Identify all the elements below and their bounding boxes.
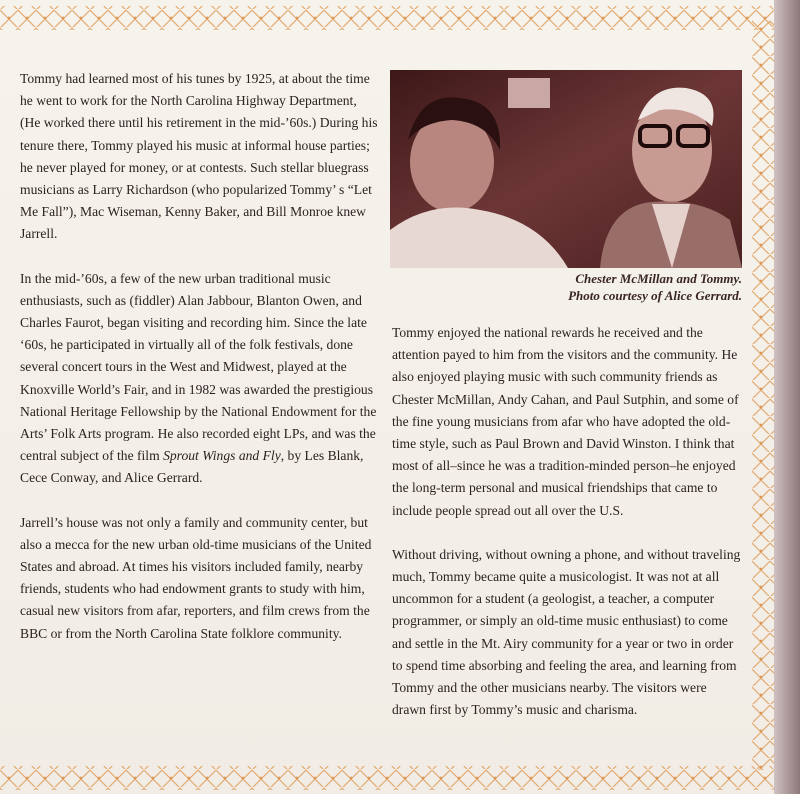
decorative-border-bottom bbox=[0, 766, 800, 790]
paragraph-mid-60s-end: , by Les Blank, Cece Conway, and Alice Gerrard. bbox=[20, 448, 364, 486]
photo-caption bbox=[392, 270, 742, 304]
decorative-border-top bbox=[0, 6, 800, 30]
paragraph-musicologist: Without driving, without owning a phone, and without traveling much, Tommy became quite a musicologist. It was not at all uncommon for a student (a geologist, a teacher, a computer programmer, or simply an old-time music enthusiast) to come and settle in the Mt. Airy community for a year or two in order to spend time absorbing and feeling the area, and learning from Tommy and the other musicians nearby. The visitors were drawn first by Tommy’s music and charisma. bbox=[392, 546, 741, 718]
paragraph-jarrells-house: Jarrell’s house was not only a family and community center, but also a mecca for the new urban old-time musicians of the United States and abroad. At times his visitors included family, nearby friends, students who had endowment grants to study with him, casual new visitors from afar, reporters, and film crews from the BBC or from the North Carolina State folklore community. bbox=[20, 514, 372, 641]
paragraph-mid-60s-text: In the mid-’60s, a few of the new urban traditional music enthusiasts, such as (fiddler) Alan Jabbour, Blanton Owen, and Charles Faurot, began visiting and recording him. Since the late ‘60s, he participated in virtually all of the folk festivals, done several concert tours in the West and Midwest, played at the Knoxville World’s Fair, and in 1982 was awarded the prestigious National Heritage Fellowship by the National Endowment for the Arts’ Folk Arts program. He also recorded eight LPs, and was the central subject of the film bbox=[20, 270, 377, 464]
photo-illustration bbox=[390, 70, 742, 268]
paragraph-mid-60s bbox=[20, 268, 378, 490]
paragraph-national-rewards: Tommy enjoyed the national rewards he received and the attention payed to him from the visitors and the community. He also enjoyed playing music with such community friends as Chester McMillan, Andy Cahan, and Paul Sutphin, and some of the fine young musicians from afar who have adopted the old-time style, such as Paul Brown and David Winston. I think that most of all–since he was a tradition-minded person–he enjoyed the long-term personal and musical friendships that came to include people spread out all over the U.S. bbox=[392, 325, 739, 518]
film-title: Sprout Wings and Fly bbox=[163, 448, 281, 464]
right-text-column bbox=[392, 322, 742, 743]
photo-chester-and-tommy bbox=[390, 70, 742, 268]
booklet-spine bbox=[774, 0, 800, 794]
wall-sign bbox=[508, 78, 550, 108]
caption-line-2: Photo courtesy of Alice Gerrard. bbox=[568, 288, 742, 303]
caption-line-1: Chester McMillan and Tommy. bbox=[575, 271, 742, 286]
paragraph-tunes-1925: Tommy had learned most of his tunes by 1925, at about the time he went to work for the North Carolina Highway Department, (He worked there until his retirement in the mid-’60s.) During his tenure there, Tommy played his music at informal house parties; he never played for money, or at contests. Such stellar bluegrass musicians as Larry Richardson (who popularized Tommy’ s “Let Me Fall”), Mac Wiseman, Kenny Baker, and Bill Monroe knew Jarrell. bbox=[20, 71, 378, 242]
left-text-column bbox=[20, 68, 378, 667]
decorative-border-right bbox=[752, 20, 774, 770]
